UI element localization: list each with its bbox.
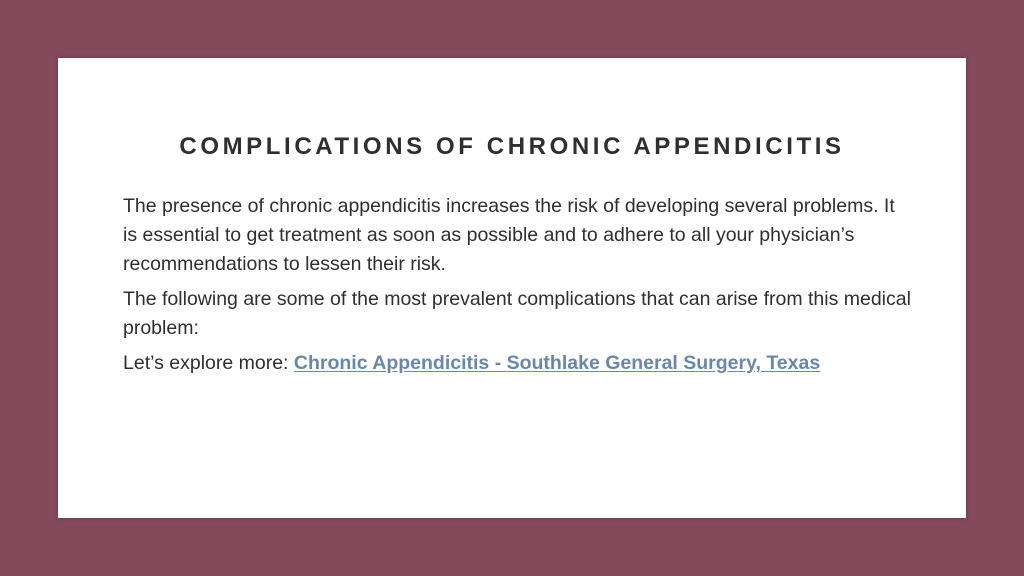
explore-more-link[interactable]: Chronic Appendicitis - Southlake General Surgery, Texas: [293, 352, 821, 374]
slide-card: [58, 58, 966, 518]
explore-more-paragraph: [123, 349, 913, 378]
slide-title: COMPLICATIONS OF CHRONIC APPENDICITIS: [179, 133, 845, 160]
explore-more-label: Let’s explore more:: [123, 352, 294, 374]
slide-body: [123, 192, 913, 384]
complications-paragraph: The following are some of the most prevalent complications that can arise from this medical problem:: [123, 288, 911, 339]
intro-paragraph: The presence of chronic appendicitis increases the risk of developing several problems. It is essential to get treatment as soon as possible and to adhere to all your physician’s recommendations to lessen their risk.: [123, 195, 895, 275]
